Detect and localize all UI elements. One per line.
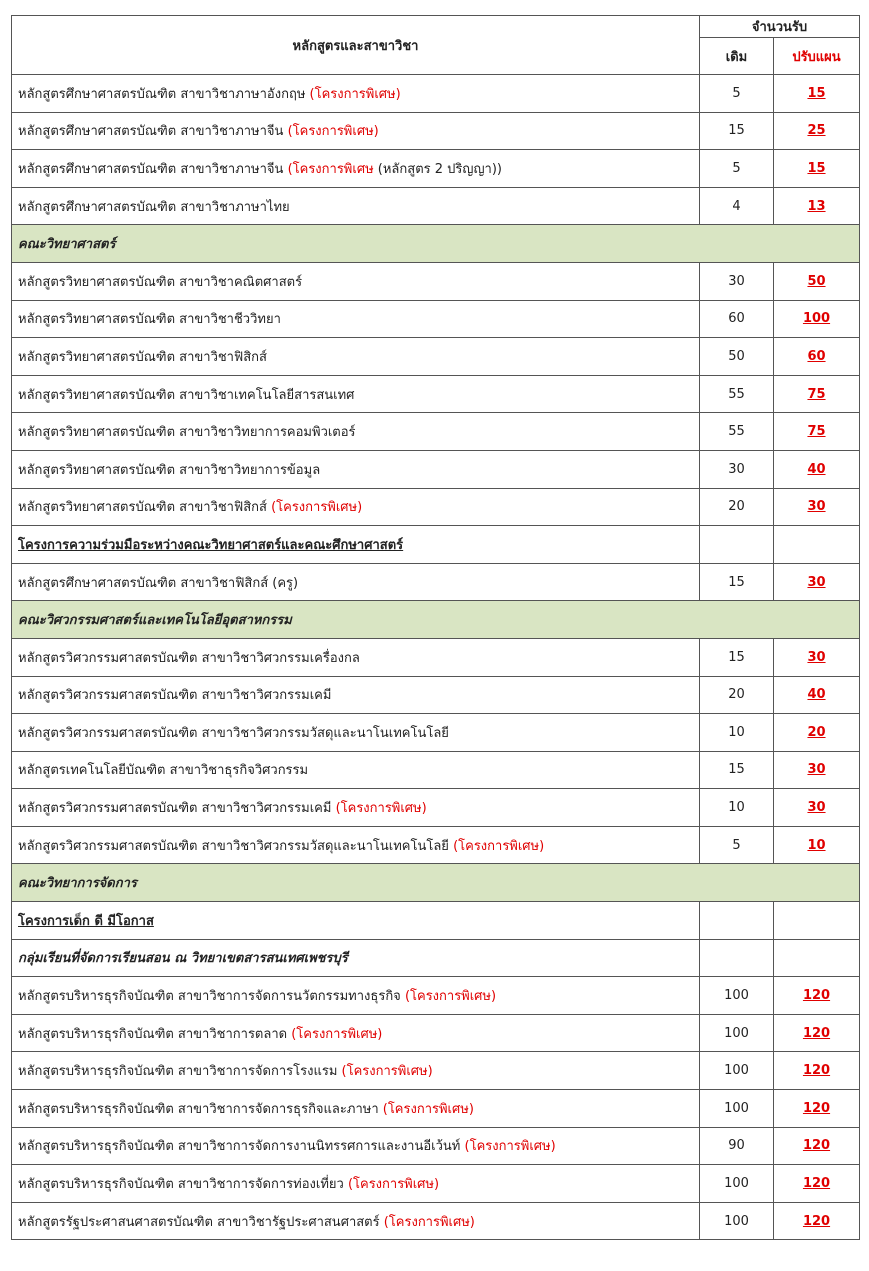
program-name: หลักสูตรบริหารธุรกิจบัณฑิต สาขาวิชาการจัดการธุรกิจและภาษา xyxy=(18,1101,383,1117)
table-row xyxy=(12,300,860,338)
table-row xyxy=(12,450,860,488)
program-name-cell xyxy=(12,1090,700,1128)
revised-intake-cell: 30 xyxy=(774,638,860,676)
revised-intake-cell: 75 xyxy=(774,375,860,413)
special-program-tag: (โครงการพิเศษ xyxy=(287,161,374,177)
revised-intake-cell: 120 xyxy=(774,1052,860,1090)
table-row xyxy=(12,1052,860,1090)
revised-intake-cell: 120 xyxy=(774,977,860,1015)
intake-column-header: จำนวนรับ xyxy=(700,16,860,38)
table-row xyxy=(12,488,860,526)
empty-cell xyxy=(700,939,774,977)
revised-intake-cell: 120 xyxy=(774,1090,860,1128)
original-intake-cell: 5 xyxy=(700,150,774,188)
table-row xyxy=(12,1090,860,1128)
original-column-header: เดิม xyxy=(700,38,774,75)
program-name-cell xyxy=(12,450,700,488)
special-program-tag: (โครงการพิเศษ) xyxy=(271,500,363,516)
program-name-cell xyxy=(12,1127,700,1165)
original-intake-cell: 15 xyxy=(700,112,774,150)
revised-intake-cell: 75 xyxy=(774,413,860,451)
special-program-tag: (โครงการพิเศษ) xyxy=(335,801,427,817)
table-row xyxy=(12,338,860,376)
section-subheader-row xyxy=(12,939,860,977)
revised-intake-cell: 15 xyxy=(774,150,860,188)
original-intake-cell: 15 xyxy=(700,638,774,676)
revised-intake-cell: 25 xyxy=(774,112,860,150)
section-subheader: กลุ่มเรียนที่จัดการเรียนสอน ณ วิทยาเขตสารสนเทศเพชรบุรี xyxy=(12,939,700,977)
program-suffix: (หลักสูตร 2 ปริญญา)) xyxy=(373,161,502,177)
revised-intake-cell: 120 xyxy=(774,1202,860,1240)
empty-cell xyxy=(700,526,774,564)
original-intake-cell: 100 xyxy=(700,1090,774,1128)
empty-cell xyxy=(774,902,860,940)
table-row xyxy=(12,1202,860,1240)
program-name: หลักสูตรบริหารธุรกิจบัณฑิต สาขาวิชาการตลาด xyxy=(18,1026,292,1042)
original-intake-cell: 100 xyxy=(700,1014,774,1052)
program-name-cell xyxy=(12,375,700,413)
program-name: หลักสูตรเทคโนโลยีบัณฑิต สาขาวิชาธุรกิจวิศวกรรม xyxy=(18,763,309,779)
special-program-tag: (โครงการพิเศษ) xyxy=(453,838,545,854)
empty-cell xyxy=(774,939,860,977)
program-name: หลักสูตรวิทยาศาสตรบัณฑิต สาขาวิชาวิทยาการคอมพิวเตอร์ xyxy=(18,425,356,441)
revised-intake-cell: 20 xyxy=(774,714,860,752)
program-name: หลักสูตรวิทยาศาสตรบัณฑิต สาขาวิชาเทคโนโลยีสารสนเทศ xyxy=(18,387,355,403)
table-row xyxy=(12,150,860,188)
table-row xyxy=(12,789,860,827)
program-name-cell xyxy=(12,413,700,451)
revised-intake-cell: 15 xyxy=(774,75,860,113)
revised-intake-cell: 30 xyxy=(774,563,860,601)
program-name-cell xyxy=(12,75,700,113)
table-row xyxy=(12,75,860,113)
original-intake-cell: 4 xyxy=(700,187,774,225)
original-intake-cell: 90 xyxy=(700,1127,774,1165)
special-program-tag: (โครงการพิเศษ) xyxy=(287,124,379,140)
original-intake-cell: 5 xyxy=(700,826,774,864)
original-intake-cell: 15 xyxy=(700,563,774,601)
table-row xyxy=(12,1014,860,1052)
program-name: หลักสูตรวิทยาศาสตรบัณฑิต สาขาวิชาฟิสิกส์ xyxy=(18,500,272,516)
faculty-header-row xyxy=(12,225,860,263)
program-column-header: หลักสูตรและสาขาวิชา xyxy=(12,16,700,75)
original-intake-cell: 5 xyxy=(700,75,774,113)
program-name-cell xyxy=(12,300,700,338)
section-subheader-row xyxy=(12,526,860,564)
program-name: หลักสูตรบริหารธุรกิจบัณฑิต สาขาวิชาการจัดการนวัตกรรมทางธุรกิจ xyxy=(18,989,405,1005)
original-intake-cell: 55 xyxy=(700,375,774,413)
original-intake-cell: 100 xyxy=(700,977,774,1015)
admission-table xyxy=(11,15,860,1240)
original-intake-cell: 20 xyxy=(700,488,774,526)
faculty-header-row xyxy=(12,864,860,902)
revised-intake-cell: 100 xyxy=(774,300,860,338)
program-name: หลักสูตรวิศวกรรมศาสตรบัณฑิต สาขาวิชาวิศวกรรมวัสดุและนาโนเทคโนโลยี xyxy=(18,838,454,854)
revised-intake-cell: 40 xyxy=(774,450,860,488)
table-row xyxy=(12,638,860,676)
special-program-tag: (โครงการพิเศษ) xyxy=(382,1101,474,1117)
program-name: หลักสูตรศึกษาศาสตรบัณฑิต สาขาวิชาภาษาอังกฤษ xyxy=(18,86,310,102)
special-program-tag: (โครงการพิเศษ) xyxy=(464,1139,556,1155)
program-name: หลักสูตรวิศวกรรมศาสตรบัณฑิต สาขาวิชาวิศวกรรมเคมี xyxy=(18,801,336,817)
table-row xyxy=(12,826,860,864)
program-name: หลักสูตรวิศวกรรมศาสตรบัณฑิต สาขาวิชาวิศวกรรมวัสดุและนาโนเทคโนโลยี xyxy=(18,725,449,741)
special-program-tag: (โครงการพิเศษ) xyxy=(347,1177,440,1193)
revised-intake-cell: 40 xyxy=(774,676,860,714)
original-intake-cell: 100 xyxy=(700,1052,774,1090)
revised-intake-cell: 60 xyxy=(774,338,860,376)
table-row xyxy=(12,112,860,150)
special-program-tag: (โครงการพิเศษ) xyxy=(341,1064,433,1080)
program-name: หลักสูตรศึกษาศาสตรบัณฑิต สาขาวิชาภาษาจีน xyxy=(18,161,288,177)
revised-intake-cell: 30 xyxy=(774,488,860,526)
program-name-cell xyxy=(12,751,700,789)
program-name-cell xyxy=(12,262,700,300)
revised-intake-cell: 13 xyxy=(774,187,860,225)
program-name-cell xyxy=(12,826,700,864)
program-name-cell xyxy=(12,1052,700,1090)
program-name: หลักสูตรศึกษาศาสตรบัณฑิต สาขาวิชาภาษาไทย xyxy=(18,199,290,215)
empty-cell xyxy=(700,902,774,940)
original-intake-cell: 30 xyxy=(700,450,774,488)
special-program-tag: (โครงการพิเศษ) xyxy=(309,86,401,102)
program-name: หลักสูตรศึกษาศาสตรบัณฑิต สาขาวิชาภาษาจีน xyxy=(18,124,288,140)
revised-intake-cell: 120 xyxy=(774,1127,860,1165)
program-name: หลักสูตรวิทยาศาสตรบัณฑิต สาขาวิชาชีววิทยา xyxy=(18,312,281,328)
program-name: หลักสูตรบริหารธุรกิจบัณฑิต สาขาวิชาการจัดการโรงแรม xyxy=(18,1064,342,1080)
special-program-tag: (โครงการพิเศษ) xyxy=(404,989,497,1005)
table-row xyxy=(12,751,860,789)
special-program-tag: (โครงการพิเศษ) xyxy=(383,1214,475,1230)
original-intake-cell: 10 xyxy=(700,789,774,827)
table-row xyxy=(12,1165,860,1203)
original-intake-cell: 20 xyxy=(700,676,774,714)
program-name-cell xyxy=(12,112,700,150)
program-name: หลักสูตรบริหารธุรกิจบัณฑิต สาขาวิชาการจัดการงานนิทรรศการและงานอีเว้นท์ xyxy=(18,1139,465,1155)
program-name: หลักสูตรศึกษาศาสตรบัณฑิต สาขาวิชาฟิสิกส์ (ครู) xyxy=(18,575,299,591)
revised-intake-cell: 50 xyxy=(774,262,860,300)
faculty-name: คณะวิทยาศาสตร์ xyxy=(12,225,860,263)
original-intake-cell: 15 xyxy=(700,751,774,789)
table-row xyxy=(12,413,860,451)
program-name: หลักสูตรบริหารธุรกิจบัณฑิต สาขาวิชาการจัดการท่องเที่ยว xyxy=(18,1177,348,1193)
program-name-cell xyxy=(12,638,700,676)
program-name-cell xyxy=(12,150,700,188)
table-row xyxy=(12,1127,860,1165)
original-intake-cell: 100 xyxy=(700,1165,774,1203)
table-row xyxy=(12,262,860,300)
program-name-cell xyxy=(12,1165,700,1203)
original-intake-cell: 100 xyxy=(700,1202,774,1240)
program-name: หลักสูตรวิศวกรรมศาสตรบัณฑิต สาขาวิชาวิศวกรรมเคมี xyxy=(18,688,332,704)
table-row xyxy=(12,187,860,225)
revised-intake-cell: 30 xyxy=(774,751,860,789)
table-row xyxy=(12,375,860,413)
program-name-cell xyxy=(12,676,700,714)
table-row xyxy=(12,563,860,601)
faculty-name: คณะวิทยาการจัดการ xyxy=(12,864,860,902)
program-name-cell xyxy=(12,1202,700,1240)
program-name: หลักสูตรวิทยาศาสตรบัณฑิต สาขาวิชาวิทยาการข้อมูล xyxy=(18,462,321,478)
original-intake-cell: 30 xyxy=(700,262,774,300)
faculty-name: คณะวิศวกรรมศาสตร์และเทคโนโลยีอุตสาหกรรม xyxy=(12,601,860,639)
program-name-cell xyxy=(12,789,700,827)
empty-cell xyxy=(774,526,860,564)
original-intake-cell: 55 xyxy=(700,413,774,451)
table-row xyxy=(12,714,860,752)
program-name-cell xyxy=(12,977,700,1015)
program-name-cell xyxy=(12,187,700,225)
faculty-header-row xyxy=(12,601,860,639)
program-name-cell xyxy=(12,714,700,752)
revised-intake-cell: 120 xyxy=(774,1165,860,1203)
table-row xyxy=(12,977,860,1015)
program-name: หลักสูตรวิศวกรรมศาสตรบัณฑิต สาขาวิชาวิศวกรรมเครื่องกล xyxy=(18,650,360,666)
revised-intake-cell: 30 xyxy=(774,789,860,827)
table-body xyxy=(12,75,860,1240)
table-row xyxy=(12,676,860,714)
program-name: หลักสูตรรัฐประศาสนศาสตรบัณฑิต สาขาวิชารัฐประศาสนศาสตร์ xyxy=(18,1214,384,1230)
program-name: หลักสูตรวิทยาศาสตรบัณฑิต สาขาวิชาฟิสิกส์ xyxy=(18,349,267,365)
special-program-tag: (โครงการพิเศษ) xyxy=(291,1026,383,1042)
original-intake-cell: 10 xyxy=(700,714,774,752)
revised-column-header: ปรับแผน xyxy=(774,38,860,75)
original-intake-cell: 60 xyxy=(700,300,774,338)
section-subheader-row xyxy=(12,902,860,940)
revised-intake-cell: 120 xyxy=(774,1014,860,1052)
section-subheader: โครงการความร่วมมือระหว่างคณะวิทยาศาสตร์และคณะศึกษาศาสตร์ xyxy=(12,526,700,564)
section-subheader: โครงการเด็ก ดี มีโอกาส xyxy=(12,902,700,940)
program-name-cell xyxy=(12,338,700,376)
revised-intake-cell: 10 xyxy=(774,826,860,864)
original-intake-cell: 50 xyxy=(700,338,774,376)
program-name: หลักสูตรวิทยาศาสตรบัณฑิต สาขาวิชาคณิตศาสตร์ xyxy=(18,274,303,290)
program-name-cell xyxy=(12,1014,700,1052)
program-name-cell xyxy=(12,563,700,601)
program-name-cell xyxy=(12,488,700,526)
